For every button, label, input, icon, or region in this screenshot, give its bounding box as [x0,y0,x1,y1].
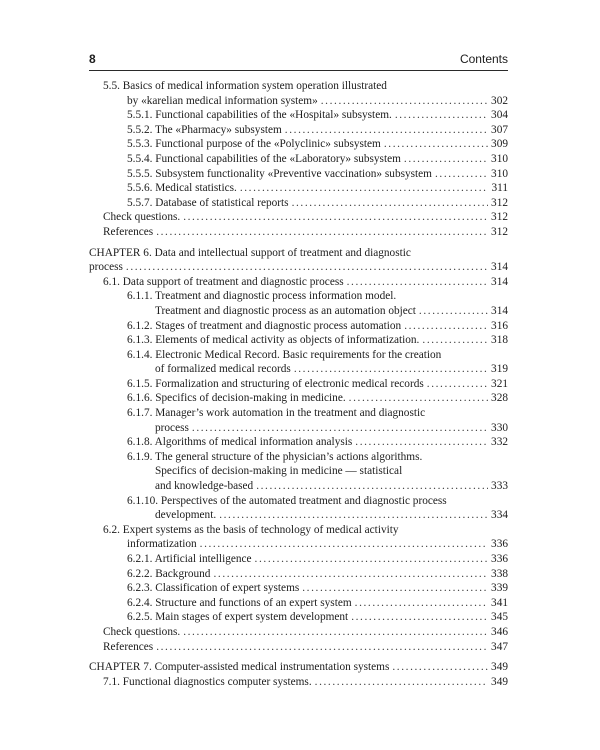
toc-entry-6-1-9-cont[interactable] [89,464,508,479]
dot-leader [255,552,489,567]
dot-leader [349,391,488,406]
toc-entry-5-5[interactable] [89,79,508,94]
toc-entry-5-5-5[interactable] [89,167,508,182]
toc-entry-text: 6.1. Data support of treatment and diagnostic process [103,275,344,288]
toc-entry-text: 6.1.4. Electronic Medical Record. Basic requirements for the creation [127,348,442,361]
dot-leader [256,479,488,494]
toc-page-number: 339 [491,582,508,595]
toc-page-number: 307 [491,123,508,136]
toc-page-number: 333 [491,480,508,493]
toc-page-number: 312 [491,196,508,209]
toc-page-number: 341 [491,596,508,609]
dot-leader [156,225,488,240]
dot-leader [285,123,488,138]
toc-entry-text: development. [155,509,217,522]
toc-page-number: 345 [491,611,508,624]
dot-leader [355,435,488,450]
toc-entry-text: 6.2. Expert systems as the basis of technology of medical activity [103,523,399,536]
toc-entry-6-2-5[interactable] [89,610,508,625]
toc-entry-text: 6.1.9. The general structure of the physician’s actions algorithms. [127,450,423,463]
toc-entry-text: 6.2.4. Structure and functions of an expert system [127,596,352,609]
dot-leader [355,596,488,611]
toc-entry-5-5-6[interactable] [89,181,508,196]
toc-entry-text: by «karelian medical information system» [127,94,318,107]
toc-entry-text: 5.5.7. Database of statistical reports [127,196,289,209]
toc-page-number: 338 [491,567,508,580]
page-number: 8 [89,52,96,66]
toc-entry-6-1-5[interactable] [89,377,508,392]
page-header [89,50,508,71]
toc-entry-6-2-1[interactable] [89,552,508,567]
toc-entry-6-1-6[interactable] [89,391,508,406]
toc-entry-text: Check questions. [103,625,181,638]
dot-leader [427,377,488,392]
dot-leader [292,196,488,211]
toc-entry-6-1-1[interactable] [89,289,508,304]
toc-page-number: 334 [491,509,508,522]
toc-entry-text: References [103,640,154,653]
dot-leader [422,333,488,348]
toc-entry-text: and knowledge-based [155,480,254,493]
dot-leader [192,421,488,436]
toc-entry-5-5-4[interactable] [89,152,508,167]
toc-entry-text: 7.1. Functional diagnostics computer systems. [103,675,312,688]
toc-entry-6-1-7-cont[interactable] [89,421,508,436]
running-title: Contents [459,52,508,66]
toc-entry-text: of formalized medical records [155,363,291,376]
toc-entry-6-1-7[interactable] [89,406,508,421]
toc-page-number: 316 [491,319,508,332]
dot-leader [351,610,488,625]
dot-leader [126,260,488,275]
dot-leader [435,167,488,182]
toc-entry-6-2-2[interactable] [89,567,508,582]
toc-page-number: 318 [491,334,508,347]
toc-entry-text: CHAPTER 6. Data and intellectual support of treatment and diagnostic [89,246,411,259]
toc-page-number: 312 [491,225,508,238]
toc-entry-text: 6.1.8. Algorithms of medical information analysis [127,436,353,449]
toc-page-number: 314 [491,304,508,317]
dot-leader [200,537,488,552]
dot-leader [347,275,488,290]
toc-entry-6-1-8[interactable] [89,435,508,450]
toc-page-number: 336 [491,538,508,551]
toc-page-number: 328 [491,392,508,405]
toc-entry-text: 5.5.6. Medical statistics. [127,182,237,195]
toc-page-number: 314 [491,275,508,288]
toc-entry-text: Check questions. [103,211,181,224]
dot-leader [419,304,488,319]
toc-entry-text: 6.1.10. Perspectives of the automated treatment and diagnostic process [127,494,447,507]
toc-entry-text: 5.5.2. The «Pharmacy» subsystem [127,123,282,136]
toc-page-number: 310 [491,167,508,180]
toc-entry-text: 5.5. Basics of medical information system operation illustrated [103,80,387,92]
toc-page-number: 319 [491,363,508,376]
toc-entry-ch6-references[interactable] [89,640,508,655]
toc-entry-text: process [89,261,123,274]
toc-entry-text: CHAPTER 7. Computer-assisted medical instrumentation systems [89,661,390,674]
toc-entry-text: 6.2.5. Main stages of expert system development [127,611,349,624]
toc-entry-text: 6.1.3. Elements of medical activity as objects of informatization. [127,334,420,347]
toc-page-number: 349 [491,661,508,674]
toc-entry-text: 6.1.7. Manager’s work automation in the treatment and diagnostic [127,407,426,420]
toc-entry-6-1-9[interactable] [89,450,508,465]
dot-leader [294,362,488,377]
toc-page-number: 304 [491,109,508,122]
toc-page-number: 309 [491,138,508,151]
toc-page-number: 302 [491,94,508,107]
dot-leader [404,152,488,167]
dot-leader [395,108,488,123]
toc-entry-text: 6.2.2. Background [127,567,211,580]
toc-entry-text: 6.1.2. Stages of treatment and diagnostic process automation [127,319,402,332]
toc-page-number: 330 [491,421,508,434]
toc-entry-6-1-9-cont2[interactable] [89,479,508,494]
toc-entry-text: 6.1.5. Formalization and structuring of electronic medical records [127,377,424,390]
toc-page-number: 314 [491,261,508,274]
toc-entry-6-1-1-cont[interactable] [89,304,508,319]
toc-chapter-6-cont[interactable] [89,260,508,275]
toc-page-number: 346 [491,625,508,638]
toc-entry-6-2-3[interactable] [89,581,508,596]
toc-entry-text: 6.2.3. Classification of expert systems [127,582,300,595]
toc-entry-ch5-references[interactable] [89,225,508,240]
dot-leader [392,660,488,675]
dot-leader [302,581,488,596]
toc-entry-text: 6.1.1. Treatment and diagnostic process information model. [127,290,397,303]
toc-entry-6-1-4[interactable] [89,348,508,363]
dot-leader [384,137,488,152]
toc-page-number: 310 [491,152,508,165]
toc-entry-6-2-cont[interactable] [89,537,508,552]
dot-leader [183,210,488,225]
toc-entry-6-2-4[interactable] [89,596,508,611]
toc-entry-text: 6.1.6. Specifics of decision-making in medicine. [127,392,346,405]
toc-page-number: 349 [491,675,508,688]
toc-entry-text: 5.5.4. Functional capabilities of the «Laboratory» subsystem [127,152,401,165]
toc-entry-5-5-cont[interactable] [89,94,508,109]
toc-page-number: 312 [491,211,508,224]
dot-leader [315,675,488,690]
toc-entry-6-1-2[interactable] [89,319,508,334]
toc-entry-6-1-10-cont[interactable] [89,508,508,523]
toc-entry-5-5-7[interactable] [89,196,508,211]
toc-entry-text: References [103,225,154,238]
toc-page-number: 347 [491,640,508,653]
dot-leader [321,94,488,109]
toc-page-number: 311 [491,182,508,195]
toc-entry-text: process [155,421,189,434]
toc-entry-text: Specifics of decision-making in medicine — statistical [155,465,403,478]
dot-leader [219,508,488,523]
toc-entry-6-2[interactable] [89,523,508,538]
dot-leader [183,625,488,640]
toc-entry-7-1[interactable] [89,675,508,690]
toc-entry-text: 5.5.3. Functional purpose of the «Polyclinic» subsystem [127,138,381,151]
dot-leader [213,567,488,582]
toc-page-number: 321 [491,377,508,390]
toc-entry-6-1[interactable] [89,275,508,290]
toc-entry-text: 5.5.5. Subsystem functionality «Preventive vaccination» subsystem [127,167,432,180]
toc-entry-6-1-4-cont[interactable] [89,362,508,377]
toc-entry-5-5-1[interactable] [89,108,508,123]
toc-entry-6-1-3[interactable] [89,333,508,348]
toc-entry-text: 6.2.1. Artificial intelligence [127,553,252,565]
dot-leader [240,181,489,196]
toc-entry-6-1-10[interactable] [89,494,508,509]
toc-page-number: 332 [491,436,508,449]
toc-entry-5-5-3[interactable] [89,137,508,152]
table-of-contents [89,79,508,689]
dot-leader [404,319,488,334]
toc-entry-ch6-check-questions[interactable] [89,625,508,640]
toc-entry-text: Treatment and diagnostic process as an automation object [155,304,416,317]
toc-entry-5-5-2[interactable] [89,123,508,138]
toc-entry-ch5-check-questions[interactable] [89,210,508,225]
toc-page-number: 336 [491,553,508,565]
toc-chapter-6[interactable] [89,246,508,261]
toc-entry-text: informatization [127,538,197,551]
dot-leader [156,640,488,655]
toc-chapter-7[interactable] [89,660,508,675]
toc-entry-text: 5.5.1. Functional capabilities of the «Hospital» subsystem. [127,109,392,122]
